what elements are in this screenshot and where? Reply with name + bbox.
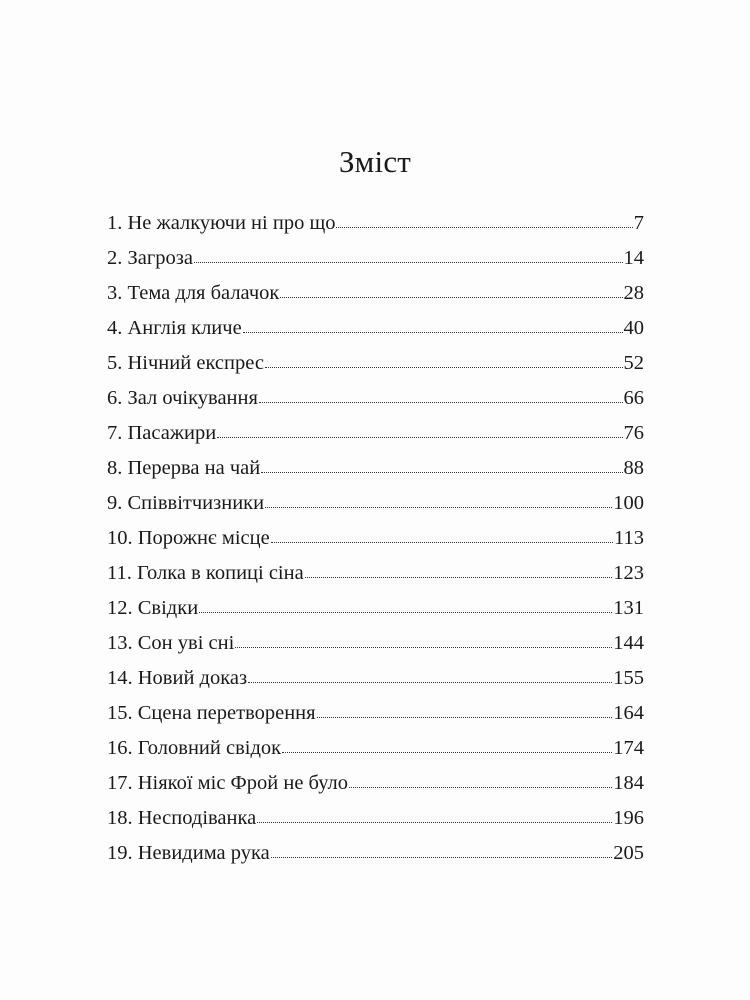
dot-leader bbox=[280, 297, 622, 298]
toc-entry-title: 15. Сцена перетворення bbox=[107, 702, 316, 724]
toc-entry-page: 66 bbox=[623, 387, 644, 409]
toc-entry bbox=[107, 276, 644, 311]
toc-entry-page: 155 bbox=[613, 667, 644, 689]
toc-entry-page: 184 bbox=[613, 772, 644, 794]
dot-leader bbox=[265, 507, 612, 508]
toc-entry bbox=[107, 696, 644, 731]
toc-entry-page: 76 bbox=[623, 422, 644, 444]
toc-entry-title: 18. Несподіванка bbox=[107, 807, 257, 829]
dot-leader bbox=[271, 542, 613, 543]
toc-entry-title: 7. Пасажири bbox=[107, 422, 217, 444]
toc-entry-title: 10. Порожнє місце bbox=[107, 527, 270, 549]
dot-leader bbox=[243, 332, 623, 333]
dot-leader bbox=[265, 367, 623, 368]
toc-entry bbox=[107, 836, 644, 871]
dot-leader bbox=[349, 787, 612, 788]
toc-entry-page: 196 bbox=[613, 807, 644, 829]
dot-leader bbox=[257, 822, 612, 823]
toc-entry-title: 3. Тема для балачок bbox=[107, 282, 280, 304]
toc-entry-title: 2. Загроза bbox=[107, 247, 193, 269]
table-of-contents bbox=[107, 206, 644, 871]
dot-leader bbox=[217, 437, 622, 438]
toc-entry bbox=[107, 241, 644, 276]
toc-entry bbox=[107, 731, 644, 766]
toc-entry-page: 131 bbox=[613, 597, 644, 619]
dot-leader bbox=[317, 717, 613, 718]
page-title: Зміст bbox=[338, 144, 412, 179]
dot-leader bbox=[199, 612, 612, 613]
toc-entry-page: 123 bbox=[613, 562, 644, 584]
toc-entry-page: 88 bbox=[623, 457, 644, 479]
toc-entry-page: 100 bbox=[613, 492, 644, 514]
toc-entry-page: 28 bbox=[623, 282, 644, 304]
toc-entry-page: 164 bbox=[613, 702, 644, 724]
toc-entry bbox=[107, 381, 644, 416]
toc-entry bbox=[107, 416, 644, 451]
dot-leader bbox=[259, 402, 623, 403]
toc-entry-title: 17. Ніякої міс Фрой не було bbox=[107, 772, 349, 794]
toc-entry bbox=[107, 346, 644, 381]
toc-entry-title: 4. Англія кличе bbox=[107, 317, 242, 339]
dot-leader bbox=[271, 857, 613, 858]
toc-entry-title: 14. Новий доказ bbox=[107, 667, 248, 689]
toc-entry-title: 5. Нічний експрес bbox=[107, 352, 264, 374]
toc-entry-page: 144 bbox=[613, 632, 644, 654]
dot-leader bbox=[261, 472, 622, 473]
dot-leader bbox=[248, 682, 612, 683]
toc-entry-page: 7 bbox=[633, 212, 644, 234]
toc-entry-title: 8. Перерва на чай bbox=[107, 457, 261, 479]
toc-entry bbox=[107, 521, 644, 556]
dot-leader bbox=[305, 577, 613, 578]
toc-entry-title: 1. Не жалкуючи ні про що bbox=[107, 212, 336, 234]
toc-entry-title: 11. Голка в копиці сіна bbox=[107, 562, 304, 584]
toc-entry-page: 174 bbox=[613, 737, 644, 759]
toc-entry bbox=[107, 311, 644, 346]
dot-leader bbox=[282, 752, 612, 753]
toc-entry-title: 13. Сон уві сні bbox=[107, 632, 235, 654]
toc-entry bbox=[107, 661, 644, 696]
toc-entry-title: 12. Свідки bbox=[107, 597, 199, 619]
toc-entry bbox=[107, 556, 644, 591]
toc-entry-page: 52 bbox=[623, 352, 644, 374]
dot-leader bbox=[194, 262, 623, 263]
toc-entry bbox=[107, 206, 644, 241]
toc-entry bbox=[107, 626, 644, 661]
toc-entry-page: 205 bbox=[613, 842, 644, 864]
toc-entry-title: 9. Співвітчизники bbox=[107, 492, 265, 514]
toc-entry bbox=[107, 766, 644, 801]
dot-leader bbox=[235, 647, 612, 648]
toc-entry-title: 6. Зал очікування bbox=[107, 387, 258, 409]
toc-entry-title: 19. Невидима рука bbox=[107, 842, 270, 864]
toc-entry-page: 113 bbox=[614, 527, 644, 549]
toc-entry-page: 40 bbox=[623, 317, 644, 339]
toc-entry bbox=[107, 486, 644, 521]
toc-entry bbox=[107, 451, 644, 486]
dot-leader bbox=[336, 227, 632, 228]
toc-entry bbox=[107, 801, 644, 836]
toc-entry-page: 14 bbox=[623, 247, 644, 269]
toc-entry bbox=[107, 591, 644, 626]
toc-entry-title: 16. Головний свідок bbox=[107, 737, 282, 759]
